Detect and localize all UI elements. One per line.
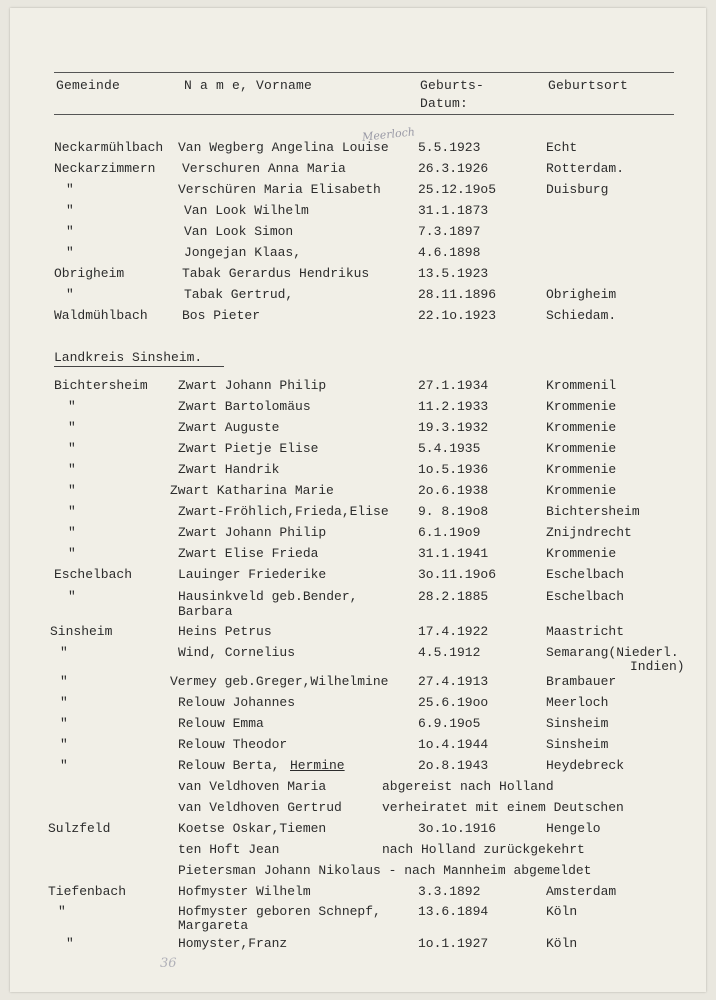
table-row [10,645,706,666]
cell-name: Zwart Handrik [178,462,280,477]
cell-gemeinde: " [68,462,76,477]
cell-ort: Schiedam. [546,308,617,323]
pencil-note: Meerloch [361,125,416,144]
cell-datum: 27.4.1913 [418,674,489,689]
cell-gemeinde: Obrigheim [54,266,125,281]
cell-gemeinde: " [68,441,76,456]
header-gemeinde: Gemeinde [56,78,121,93]
cell-name: Jongejan Klaas, [184,245,302,260]
table-row [10,224,706,245]
table-row [10,441,706,462]
cell-name: Relouw Johannes [178,695,296,710]
table-row [10,589,706,610]
cell-datum: 9. 8.19o8 [418,504,489,519]
cell-ort: Meerloch [546,695,609,710]
cell-name: Hofmyster Wilhelm [178,884,311,899]
table-row [10,462,706,483]
cell-name: Zwart Katharina Marie [170,483,334,498]
cell-gemeinde: " [60,758,68,773]
cell-datum: 3.3.1892 [418,884,481,899]
cell-name: Zwart-Fröhlich,Frieda,Elise [178,504,389,519]
cell-gemeinde: " [66,182,74,197]
cell-datum: 11.2.1933 [418,399,489,414]
cell-gemeinde: " [68,525,76,540]
cell-ort-line2: Indien) [630,659,685,674]
cell-ort: Krommenie [546,399,617,414]
cell-datum: 3o.11.19o6 [418,567,497,582]
cell-gemeinde: " [68,504,76,519]
table-row [10,758,706,779]
cell-name: Zwart Pietje Elise [178,441,319,456]
cell-name: Van Look Wilhelm [184,203,309,218]
cell-datum: 4.5.1912 [418,645,481,660]
table-row [10,936,706,957]
cell-ort: Köln [546,904,578,919]
table-row [10,904,706,925]
cell-name: Heins Petrus [178,624,272,639]
cell-name: Lauinger Friederike [178,567,327,582]
table-row [10,140,706,161]
cell-gemeinde: " [66,224,74,239]
cell-datum: 7.3.1897 [418,224,481,239]
table-row [10,399,706,420]
cell-ort: Duisburg [546,182,609,197]
section-title-underline [54,366,224,367]
cell-ort: Krommenil [546,378,617,393]
table-row [10,821,706,842]
cell-datum: 3o.1o.1916 [418,821,497,836]
cell-name-part: Relouw Berta, [178,758,280,773]
cell-name: Verschüren Maria Elisabeth [178,182,381,197]
cell-name: Zwart Auguste [178,420,280,435]
table-row [10,674,706,695]
cell-ort: Krommenie [546,441,617,456]
cell-datum: 5.4.1935 [418,441,481,456]
cell-datum: 28.2.1885 [418,589,489,604]
table-row [10,716,706,737]
cell-gemeinde: Sinsheim [50,624,113,639]
table-row [10,525,706,546]
table-row [10,546,706,567]
cell-gemeinde: " [60,737,68,752]
cell-gemeinde: " [60,645,68,660]
cell-gemeinde: " [68,589,76,604]
table-row [10,800,706,821]
cell-datum: 19.3.1932 [418,420,489,435]
header-name: N a m e, Vorname [184,78,313,93]
cell-gemeinde: " [68,399,76,414]
cell-gemeinde: Neckarmühlbach [54,140,164,155]
table-row [10,203,706,224]
cell-name: Tabak Gerardus Hendrikus [182,266,370,281]
cell-gemeinde: " [66,287,74,302]
cell-datum: 22.1o.1923 [418,308,497,323]
cell-ort: Echt [546,140,578,155]
header-datum-2: Datum: [420,96,469,111]
table-row [10,842,706,863]
section-title: Landkreis Sinsheim. [54,350,203,365]
cell-name-underlined: Hermine [290,758,345,773]
cell-ort: Eschelbach [546,567,625,582]
table-row [10,884,706,905]
cell-name-line2: Barbara [178,604,233,619]
cell-datum: 13.6.1894 [418,904,489,919]
cell-name: Zwart Elise Frieda [178,546,319,561]
cell-gemeinde: Tiefenbach [48,884,127,899]
cell-gemeinde: Eschelbach [54,567,133,582]
table-row [10,378,706,399]
cell-datum: 26.3.1926 [418,161,489,176]
cell-ort: Heydebreck [546,758,625,773]
cell-ort: Krommenie [546,462,617,477]
cell-ort: Semarang(Niederl. [546,645,679,660]
cell-note: abgereist nach Holland [382,779,554,794]
cell-gemeinde: " [60,674,68,689]
cell-datum: 1o.4.1944 [418,737,489,752]
table-row [10,737,706,758]
header-top-rule [54,72,674,73]
cell-ort: Obrigheim [546,287,617,302]
cell-datum: 4.6.1898 [418,245,481,260]
cell-name: Bos Pieter [182,308,261,323]
cell-ort: Eschelbach [546,589,625,604]
cell-datum: 27.1.1934 [418,378,489,393]
cell-datum: 13.5.1923 [418,266,489,281]
cell-gemeinde: " [60,716,68,731]
header-geburtsort: Geburtsort [548,78,629,93]
cell-name: Zwart Johann Philip [178,525,327,540]
cell-gemeinde: " [68,483,76,498]
table-row [10,624,706,645]
cell-datum: 1o.1.1927 [418,936,489,951]
cell-name-line2: Margareta [178,918,249,933]
table-row [10,308,706,329]
cell-datum: 2o.6.1938 [418,483,489,498]
cell-ort: Köln [546,936,578,951]
cell-name: Relouw Emma [178,716,264,731]
cell-name: van Veldhoven Gertrud [178,800,342,815]
table-row [10,504,706,525]
cell-name: Wind, Cornelius [178,645,296,660]
cell-gemeinde: " [66,245,74,260]
cell-datum: 25.12.19o5 [418,182,497,197]
cell-datum: 5.5.1923 [418,140,481,155]
cell-datum: 31.1.1873 [418,203,489,218]
document-page [10,8,706,992]
cell-gemeinde: Sulzfeld [48,821,111,836]
cell-ort: Amsterdam [546,884,617,899]
page-number-mark: 36 [160,956,177,971]
table-row [10,161,706,182]
table-row [10,287,706,308]
cell-gemeinde: " [68,546,76,561]
cell-name: Verschuren Anna Maria [182,161,346,176]
table-row [10,695,706,716]
cell-ort: Krommenie [546,546,617,561]
header-datum-1: Geburts- [420,78,485,93]
cell-ort: Brambauer [546,674,617,689]
cell-ort: Krommenie [546,420,617,435]
cell-name: van Veldhoven Maria [178,779,327,794]
cell-datum: 6.1.19o9 [418,525,481,540]
cell-datum: 31.1.1941 [418,546,489,561]
cell-name: Zwart Bartolomäus [178,399,311,414]
cell-gemeinde: " [60,695,68,710]
cell-datum: 28.11.1896 [418,287,497,302]
cell-name: Vermey geb.Greger,Wilhelmine [170,674,389,689]
cell-datum: 2o.8.1943 [418,758,489,773]
cell-gemeinde: " [58,904,66,919]
cell-datum: 1o.5.1936 [418,462,489,477]
cell-name: Zwart Johann Philip [178,378,327,393]
cell-gemeinde: " [66,936,74,951]
cell-datum: 17.4.1922 [418,624,489,639]
table-row [10,245,706,266]
cell-name: Relouw Theodor [178,737,288,752]
cell-ort: Maastricht [546,624,625,639]
cell-ort: Znijndrecht [546,525,632,540]
cell-name: Homyster,Franz [178,936,288,951]
header-bottom-rule [54,114,674,115]
cell-ort: Sinsheim [546,716,609,731]
cell-name: Van Look Simon [184,224,294,239]
cell-gemeinde: Bichtersheim [54,378,148,393]
cell-gemeinde: Neckarzimmern [54,161,156,176]
cell-ort: Rotterdam. [546,161,625,176]
cell-gemeinde: Waldmühlbach [54,308,148,323]
table-row [10,779,706,800]
cell-datum: 25.6.19oo [418,695,489,710]
cell-ort: Krommenie [546,483,617,498]
cell-name: ten Hoft Jean [178,842,280,857]
table-row [10,420,706,441]
cell-gemeinde: " [66,203,74,218]
cell-name: Hofmyster geboren Schnepf, [178,904,381,919]
table-row [10,567,706,588]
table-row [10,266,706,287]
table-row [10,863,706,884]
cell-datum: 6.9.19o5 [418,716,481,731]
cell-ort: Bichtersheim [546,504,640,519]
cell-name: Pietersman Johann Nikolaus - nach Mannheim abgemeldet [178,863,592,878]
cell-name: Hausinkveld geb.Bender, [178,589,358,604]
cell-note: verheiratet mit einem Deutschen [382,800,624,815]
cell-name: Tabak Gertrud, [184,287,294,302]
cell-name: Van Wegberg Angelina Louise [178,140,389,155]
cell-gemeinde: " [68,420,76,435]
cell-note: nach Holland zurückgekehrt [382,842,585,857]
table-row [10,182,706,203]
cell-ort: Hengelo [546,821,601,836]
cell-ort: Sinsheim [546,737,609,752]
cell-name: Koetse Oskar,Tiemen [178,821,327,836]
table-row [10,483,706,504]
